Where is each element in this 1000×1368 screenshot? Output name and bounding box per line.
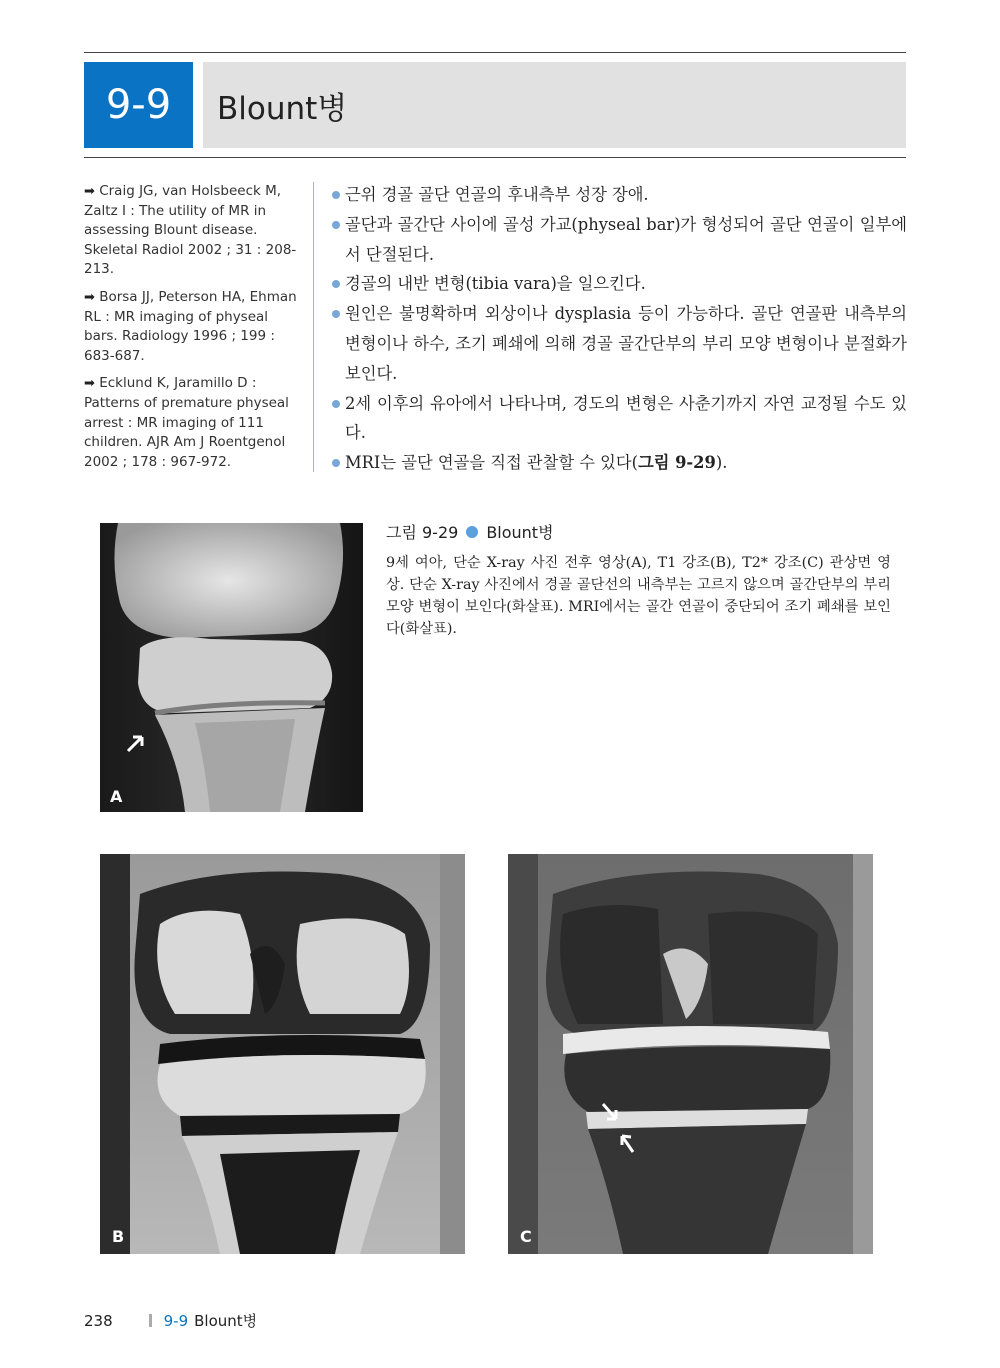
reference-text: Borsa JJ, Peterson HA, Ehman RL : MR imaging of physeal bars. Radiology 1996 ; 199 : 683-687. <box>84 288 297 364</box>
bullet-dot-icon <box>332 400 340 408</box>
bullet-dot-icon <box>332 310 340 318</box>
bullet-dot-icon <box>332 191 340 199</box>
bullet-text: 골단과 골간단 사이에 골성 가교(physeal bar)가 형성되어 골단 연골이 일부에서 단절된다. <box>345 214 907 264</box>
key-points-list <box>330 180 907 478</box>
bullet-item <box>330 448 907 478</box>
bullet-dot-icon <box>332 280 340 288</box>
reference-text: Craig JG, van Holsbeeck M, Zaltz I : The utility of MR in assessing Blount disease. Skeletal Radiol 2002 ; 31 : 208-213. <box>84 183 297 278</box>
figure-label: 그림 9-29 <box>386 523 459 542</box>
arrow-right-icon: ➡ <box>84 184 95 199</box>
footer-section-title: Blount병 <box>194 1312 258 1330</box>
column-divider <box>313 182 314 472</box>
bullet-text: 경골의 내반 변형(tibia vara)을 일으킨다. <box>345 274 646 294</box>
arrow-right-icon: ➡ <box>84 376 95 392</box>
bullet-text: 2세 이후의 유아에서 나타나며, 경도의 변형은 사춘기까지 자연 교정될 수도 있다. <box>345 393 907 443</box>
bullet-item <box>330 269 907 299</box>
figure-reference: 그림 9-29 <box>637 453 716 473</box>
caption-dot-icon <box>466 526 478 538</box>
reference-item <box>84 374 299 472</box>
panel-label-a: A <box>110 787 123 806</box>
bullet-item <box>330 210 907 270</box>
mri-t1-image-b <box>100 854 465 1254</box>
bullet-text-prefix: MRI는 골단 연골을 직접 관찰할 수 있다( <box>345 453 638 473</box>
footer-separator <box>149 1314 152 1327</box>
page-footer <box>84 1310 257 1331</box>
bullet-text: 근위 경골 골단 연골의 후내측부 성장 장애. <box>345 185 649 204</box>
panel-label-c: C <box>520 1227 532 1246</box>
references-list <box>84 182 299 480</box>
bullet-text: 원인은 불명확하며 외상이나 dysplasia 등이 가능하다. 골단 연골판 내측부의 변형이나 하수, 조기 폐쇄에 의해 경골 골간단부의 부리 모양 변형이나 분절화가 보인다. <box>345 304 907 383</box>
bullet-text-suffix: ). <box>715 453 728 473</box>
header-bottom-rule <box>84 157 906 158</box>
section-title-box <box>203 62 906 148</box>
section-number: 9-9 <box>105 82 172 128</box>
section-title: Blount병 <box>217 90 348 127</box>
figure-caption-title <box>386 520 554 543</box>
panel-label-b: B <box>112 1227 125 1246</box>
mri-t1-knee-illustration <box>100 854 465 1254</box>
mri-t2-knee-illustration <box>508 854 873 1254</box>
page-number: 238 <box>84 1311 113 1330</box>
mri-t2-image-c <box>508 854 873 1254</box>
reference-text: Ecklund K, Jaramillo D : Patterns of premature physeal arrest : MR imaging of 111 children. AJR Am J Roentgenol 2002 ; 178 : 967-972. <box>84 375 289 470</box>
footer-section-number: 9-9 <box>163 1311 189 1330</box>
bullet-item <box>330 180 907 210</box>
bullet-dot-icon <box>332 459 340 467</box>
bullet-dot-icon <box>332 221 340 229</box>
xray-knee-illustration <box>100 523 363 812</box>
header-top-rule <box>84 52 906 53</box>
bullet-item <box>330 389 907 449</box>
reference-item <box>84 288 299 366</box>
figure-title: Blount병 <box>486 523 554 542</box>
reference-item <box>84 182 299 280</box>
arrow-right-icon: ➡ <box>84 289 95 305</box>
section-number-box <box>84 62 193 148</box>
bullet-item <box>330 299 907 388</box>
figure-caption-text: 9세 여아, 단순 X-ray 사진 전후 영상(A), T1 강조(B), T2* 강조(C) 관상면 영상. 단순 X-ray 사진에서 경골 골단선의 내측부는 고르지 않으며 골간단부의 부리 모양 변형이 보인다(화살표). MRI에서는 골간 연골이 중단되어 조기 폐쇄를 보인다(화살표). <box>386 555 891 637</box>
xray-image-a <box>100 523 363 812</box>
